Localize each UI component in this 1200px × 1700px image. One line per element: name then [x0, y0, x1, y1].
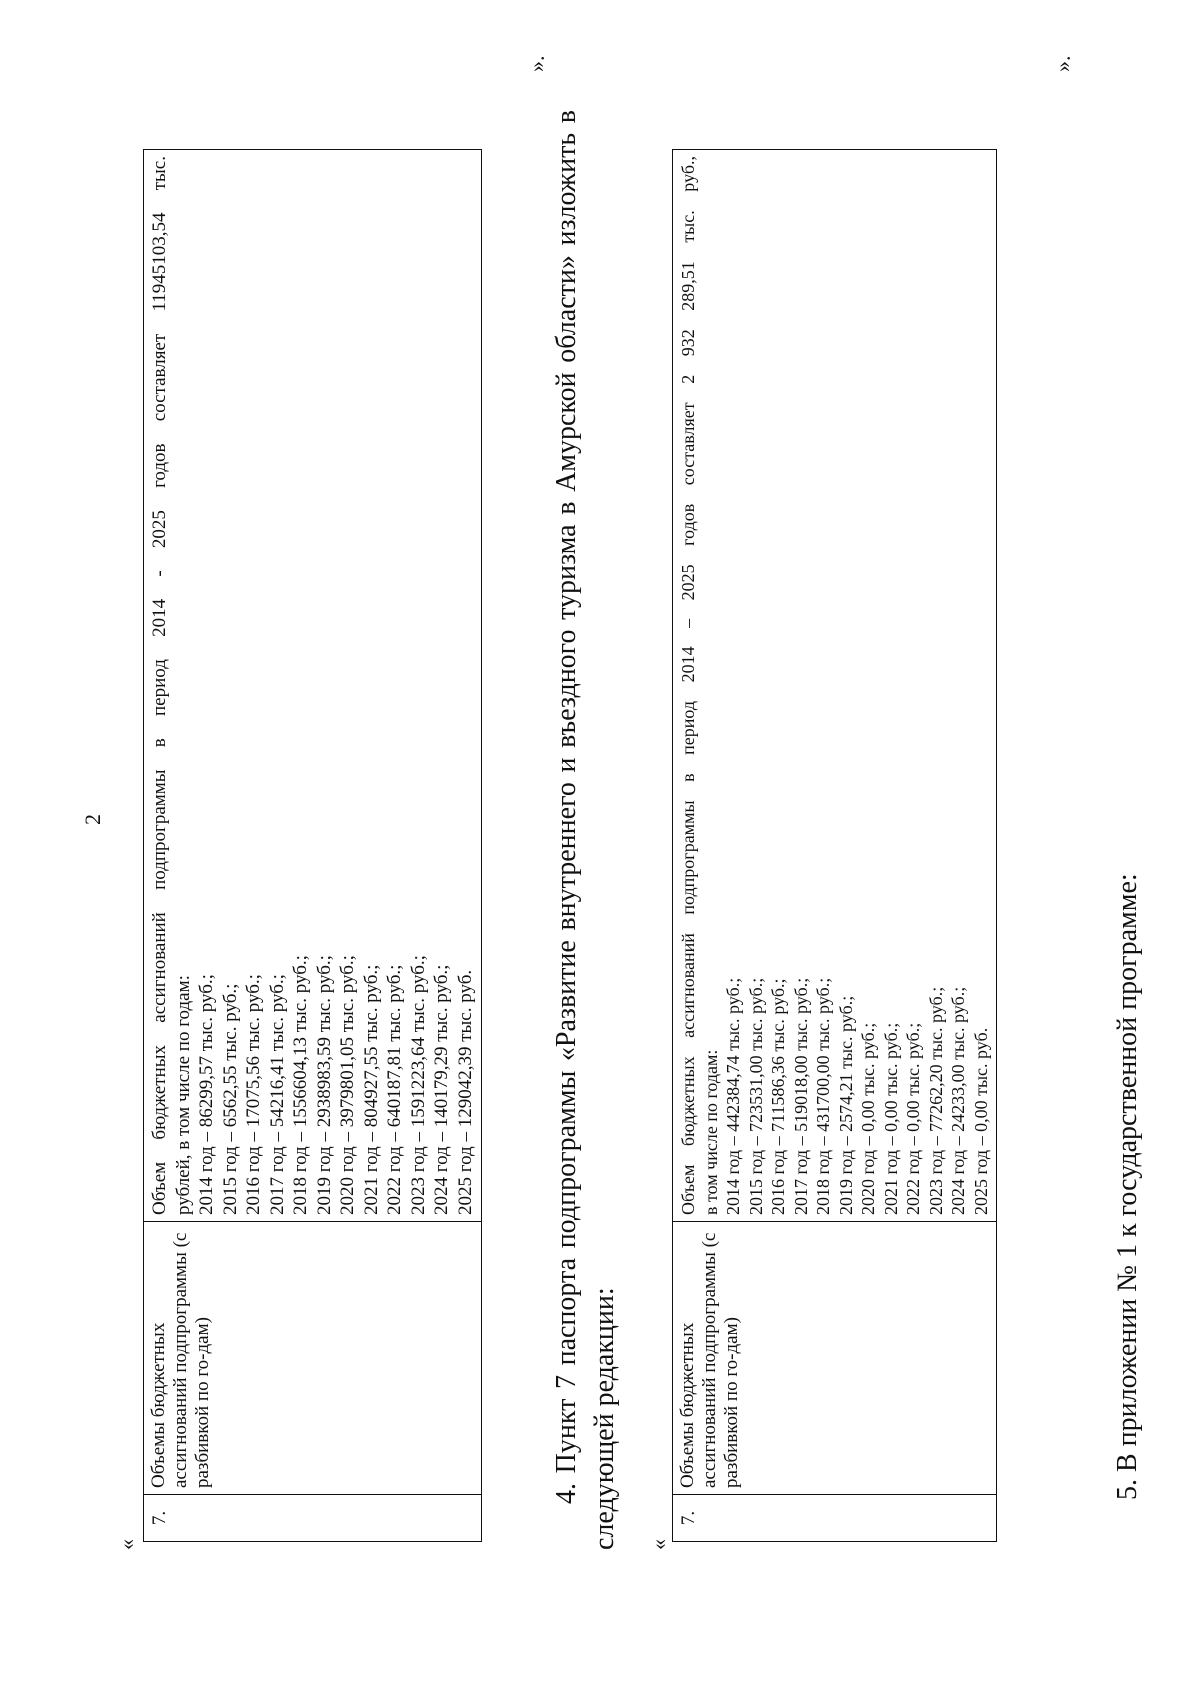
- year-list: [722, 156, 992, 1215]
- summary-line: Объем бюджетных ассигнований подпрограммы в период 2014 – 2025 годов составляет 2 932 289,51 тыс. руб.,: [678, 156, 698, 1215]
- list-item: 2024 год – 24233,00 тыс. руб.;: [948, 986, 968, 1215]
- year-list: [195, 156, 477, 1215]
- list-item: 2019 год – 2574,21 тыс. руб.;: [835, 995, 856, 1215]
- summary-line: Объем бюджетных ассигнований подпрограммы в период 2014 - 2025 годов составляет 11945103,54 тыс.: [149, 156, 170, 1215]
- table-row: [673, 150, 997, 1542]
- quote-open: «: [114, 1539, 139, 1550]
- row-number: 7.: [144, 1495, 482, 1542]
- list-item: 2016 год – 711586,36 тыс. руб.;: [768, 978, 788, 1215]
- quote-close: ».: [1050, 55, 1075, 72]
- page-number: 2: [80, 814, 105, 825]
- list-item: 2019 год – 2938983,59 тыс. руб.;: [313, 955, 335, 1215]
- summary-line-2: в том числе по годам:: [700, 1049, 721, 1215]
- passport-table-current: [143, 149, 482, 1542]
- list-item: 2020 год – 3979801,05 тыс. руб.;: [337, 955, 358, 1215]
- list-item: 2017 год – 519018,00 тыс. руб.;: [790, 977, 811, 1215]
- list-item: 2020 год – 0,00 тыс. руб.;: [858, 1022, 878, 1215]
- heading-line-2: следующей редакции:: [589, 1287, 620, 1550]
- passport-table-new: [672, 149, 997, 1542]
- table-row: [144, 150, 482, 1542]
- list-item: 2025 год – 129042,39 тыс. руб.: [454, 969, 476, 1215]
- list-item: 2021 год – 0,00 тыс. руб.;: [880, 1022, 901, 1215]
- list-item: 2024 год – 140179,29 тыс. руб.;: [431, 964, 452, 1215]
- list-item: 2021 год – 804927,55 тыс. руб.;: [360, 964, 382, 1215]
- section-5-text: 5. В приложении № 1 к государственной программе:: [1112, 873, 1143, 1500]
- list-item: 2014 год – 442384,74 тыс. руб.;: [723, 977, 743, 1215]
- row-content: [144, 150, 482, 1222]
- quote-open: «: [646, 1539, 671, 1550]
- list-item: 2022 год – 640187,81 тыс. руб.;: [384, 964, 405, 1215]
- quote-close: ».: [524, 55, 549, 72]
- list-item: 2018 год – 431700,00 тыс. руб.;: [813, 977, 833, 1215]
- list-item: 2015 год – 6562,55 тыс. руб.;: [219, 983, 241, 1215]
- list-item: 2017 год – 54216,41 тыс. руб.;: [266, 974, 288, 1215]
- row-label: Объемы бюджетных ассигнований подпрограммы (с разбивкой по го-дам): [673, 1222, 997, 1495]
- summary-line-2: рублей, в том числе по годам:: [172, 975, 194, 1215]
- list-item: 2015 год – 723531,00 тыс. руб.;: [745, 977, 766, 1215]
- list-item: 2023 год – 1591223,64 тыс. руб.;: [407, 955, 429, 1215]
- list-item: 2018 год – 1556604,13 тыс. руб.;: [290, 955, 311, 1215]
- heading-line-1: 4. Пункт 7 паспорта подпрограммы «Развитие внутреннего и въездного туризма в Амурской области» изложить в: [551, 110, 582, 1504]
- list-item: 2016 год – 17075,56 тыс. руб.;: [243, 974, 264, 1215]
- list-item: 2025 год – 0,00 тыс. руб.: [970, 1027, 991, 1215]
- list-item: 2014 год – 86299,57 тыс. руб.;: [196, 974, 217, 1215]
- row-number: 7.: [673, 1495, 997, 1542]
- list-item: 2023 год – 77262,20 тыс. руб.;: [925, 986, 946, 1215]
- row-content: [673, 150, 997, 1222]
- list-item: 2022 год – 0,00 тыс. руб.;: [903, 1022, 923, 1215]
- section-4-heading: [548, 110, 624, 1550]
- row-label: Объемы бюджетных ассигнований подпрограммы (с разбивкой по го-дам): [144, 1222, 482, 1495]
